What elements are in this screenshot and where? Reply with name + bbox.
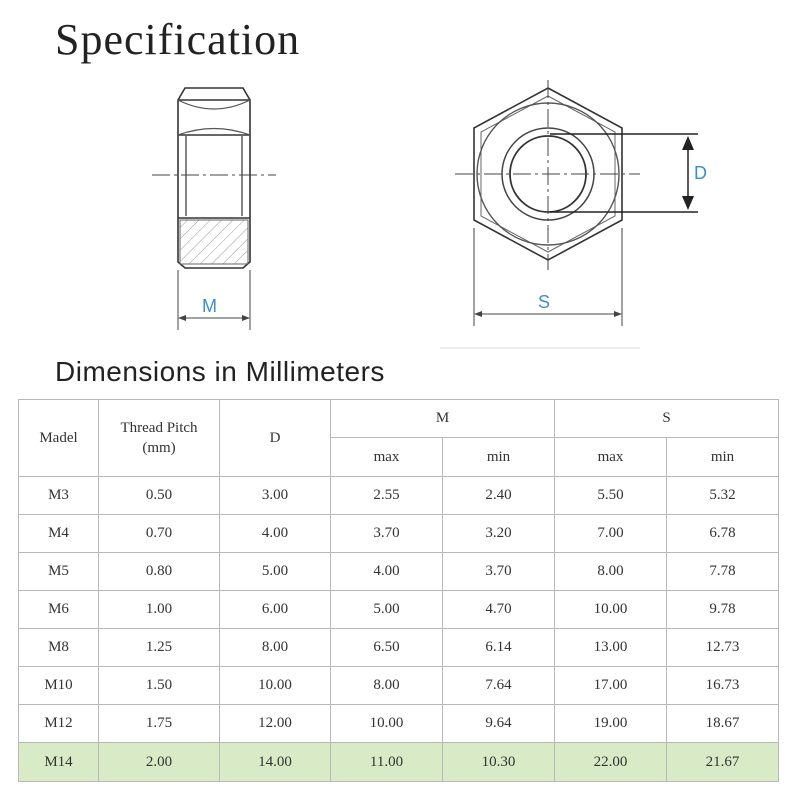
cell-s-max: 22.00 bbox=[555, 743, 667, 782]
header-m: M bbox=[331, 400, 555, 438]
table-row bbox=[19, 705, 779, 743]
cell-pitch: 1.50 bbox=[99, 667, 220, 705]
cell-s-min: 6.78 bbox=[667, 515, 779, 553]
cell-s-min: 9.78 bbox=[667, 591, 779, 629]
cell-s-max: 13.00 bbox=[555, 629, 667, 667]
table-row bbox=[19, 629, 779, 667]
cell-m-min: 6.14 bbox=[443, 629, 555, 667]
cell-pitch: 0.70 bbox=[99, 515, 220, 553]
cell-d: 6.00 bbox=[220, 591, 331, 629]
cell-m-max: 5.00 bbox=[331, 591, 443, 629]
dimensions-table bbox=[18, 399, 779, 782]
cell-model: M6 bbox=[19, 591, 99, 629]
cell-m-min: 3.20 bbox=[443, 515, 555, 553]
section-subtitle: Dimensions in Millimeters bbox=[55, 356, 385, 387]
cell-m-min: 9.64 bbox=[443, 705, 555, 743]
table-header-row bbox=[19, 400, 779, 438]
cell-m-max: 11.00 bbox=[331, 743, 443, 782]
cell-pitch: 2.00 bbox=[99, 743, 220, 782]
dimension-label-s: S bbox=[538, 292, 551, 312]
cell-s-max: 5.50 bbox=[555, 477, 667, 515]
cell-d: 3.00 bbox=[220, 477, 331, 515]
table-row bbox=[19, 591, 779, 629]
cell-m-max: 6.50 bbox=[331, 629, 443, 667]
cell-model: M4 bbox=[19, 515, 99, 553]
dimension-label-m: M bbox=[202, 296, 217, 316]
cell-s-max: 7.00 bbox=[555, 515, 667, 553]
dimension-label-d: D bbox=[694, 163, 707, 183]
cell-model: M12 bbox=[19, 705, 99, 743]
cell-s-min: 16.73 bbox=[667, 667, 779, 705]
header-s: S bbox=[555, 400, 779, 438]
cell-s-max: 8.00 bbox=[555, 553, 667, 591]
nut-side-view bbox=[178, 88, 250, 268]
cell-s-max: 17.00 bbox=[555, 667, 667, 705]
table-row bbox=[19, 743, 779, 782]
header-s-min: min bbox=[667, 438, 779, 477]
cell-model: M5 bbox=[19, 553, 99, 591]
cell-d: 5.00 bbox=[220, 553, 331, 591]
cell-m-max: 8.00 bbox=[331, 667, 443, 705]
cell-model: M8 bbox=[19, 629, 99, 667]
cell-pitch: 1.25 bbox=[99, 629, 220, 667]
cell-m-min: 2.40 bbox=[443, 477, 555, 515]
header-model: Madel bbox=[19, 400, 99, 477]
table-row bbox=[19, 477, 779, 515]
cell-m-min: 7.64 bbox=[443, 667, 555, 705]
page-title: Specification bbox=[55, 15, 301, 64]
cell-m-max: 4.00 bbox=[331, 553, 443, 591]
cell-m-min: 3.70 bbox=[443, 553, 555, 591]
cell-d: 4.00 bbox=[220, 515, 331, 553]
cell-m-max: 10.00 bbox=[331, 705, 443, 743]
cell-m-min: 10.30 bbox=[443, 743, 555, 782]
header-m-min: min bbox=[443, 438, 555, 477]
cell-s-max: 19.00 bbox=[555, 705, 667, 743]
cell-d: 10.00 bbox=[220, 667, 331, 705]
cell-s-min: 21.67 bbox=[667, 743, 779, 782]
cell-model: M14 bbox=[19, 743, 99, 782]
cell-pitch: 1.75 bbox=[99, 705, 220, 743]
table-row bbox=[19, 515, 779, 553]
table-row bbox=[19, 667, 779, 705]
header-d: D bbox=[220, 400, 331, 477]
cell-m-min: 4.70 bbox=[443, 591, 555, 629]
header-s-max: max bbox=[555, 438, 667, 477]
header-m-max: max bbox=[331, 438, 443, 477]
cell-s-min: 5.32 bbox=[667, 477, 779, 515]
cell-d: 14.00 bbox=[220, 743, 331, 782]
header-thread-pitch: Thread Pitch (mm) bbox=[99, 400, 220, 477]
cell-s-min: 18.67 bbox=[667, 705, 779, 743]
cell-s-min: 12.73 bbox=[667, 629, 779, 667]
table-row bbox=[19, 553, 779, 591]
cell-d: 12.00 bbox=[220, 705, 331, 743]
cell-s-min: 7.78 bbox=[667, 553, 779, 591]
cell-pitch: 0.80 bbox=[99, 553, 220, 591]
cell-s-max: 10.00 bbox=[555, 591, 667, 629]
cell-m-max: 2.55 bbox=[331, 477, 443, 515]
cell-d: 8.00 bbox=[220, 629, 331, 667]
nut-technical-drawing bbox=[0, 0, 800, 360]
cell-pitch: 1.00 bbox=[99, 591, 220, 629]
cell-m-max: 3.70 bbox=[331, 515, 443, 553]
cell-model: M3 bbox=[19, 477, 99, 515]
cell-model: M10 bbox=[19, 667, 99, 705]
cell-pitch: 0.50 bbox=[99, 477, 220, 515]
